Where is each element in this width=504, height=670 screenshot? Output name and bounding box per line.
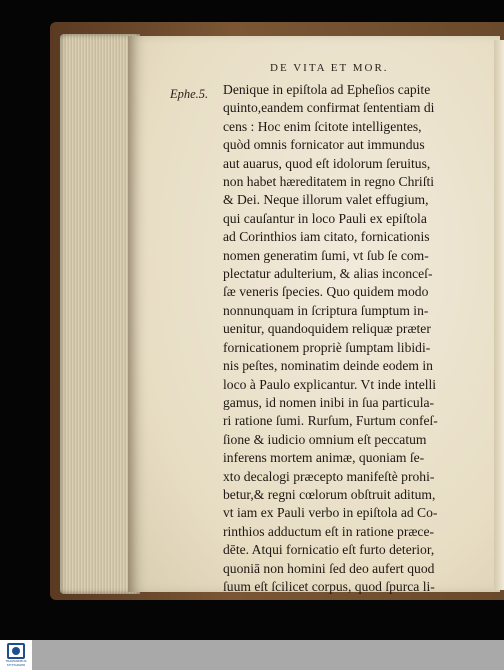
text-line: ſione & iudicio omnium eſt peccatum (223, 431, 427, 447)
text-line: Denique in epiſtola ad Epheſios capite (223, 82, 431, 97)
text-line: quinto,eandem confirmat ſententiam di (223, 100, 435, 116)
logo-text-line-2: STITTARGER (6, 662, 26, 667)
library-logo (0, 640, 32, 670)
text-line: qui cauſantur in loco Pauli ex epiſtola (223, 210, 427, 226)
text-line: loco à Paulo explicantur. Vt inde intelli (223, 376, 437, 392)
text-line: dēte. Atqui fornicatio eſt furto deterior, (223, 542, 435, 558)
text-line: uenitur, quandoquidem reliquæ præter (223, 321, 431, 337)
body-text (223, 81, 473, 596)
text-line: plectatur adulterium, & alias inconceſ- (223, 266, 433, 282)
logo-text-line-1: TRANSKRIBUS (5, 659, 27, 663)
text-line: quòd omnis fornicator aut immundus (223, 137, 425, 153)
text-line: nonnunquam in ſcriptura ſumptum in- (223, 302, 429, 318)
text-line: ad Corinthios iam citato, fornicationis (223, 229, 430, 245)
text-line: & Dei. Neque illorum valet effugium, (223, 192, 429, 208)
footer-bar (0, 640, 504, 670)
text-line: nis peſtes, nominatim deinde eodem in (223, 358, 433, 374)
text-line: aut auarus, quod eſt idolorum ſeruitus, (223, 155, 431, 171)
text-line: cens : Hoc enim ſcitote intelligentes, (223, 118, 422, 134)
logo-icon (7, 643, 25, 659)
text-line: betur,& regni cœlorum obſtruit aditum, (223, 486, 436, 502)
text-line: gamus, id nomen inibi in ſua particula- (223, 394, 435, 410)
text-line: xto decalogi præcepto manifeſtè prohi- (223, 468, 435, 484)
running-head: DE VITA ET MOR. (270, 62, 389, 74)
text-line: nomen generatim ſumi, vt ſub ſe com- (223, 247, 429, 263)
logo-text (5, 660, 26, 667)
text-line: ri ratione ſumi. Rurſum, Furtum confeſ- (223, 413, 438, 429)
margin-note: Ephe.5. (170, 87, 209, 101)
page-right-edge (494, 40, 504, 590)
text-line: fornicationem propriè ſumptam libidi- (223, 339, 431, 355)
text-line: rinthios adductum eſt in ratione præce- (223, 523, 435, 539)
text-line: ſuum eſt ſcilicet corpus, quod ſpurca li- (223, 578, 435, 594)
text-line: ſæ veneris ſpecies. Quo quidem modo (223, 284, 429, 300)
text-line: non habet hæreditatem in regno Chriſti (223, 174, 435, 190)
text-line: inferens mortem animæ, quoniam ſe- (223, 450, 425, 466)
text-line: vt iam ex Pauli verbo in epiſtola ad Co- (223, 505, 438, 521)
text-line: quoniā non homini ſed deo aufert quod (223, 560, 435, 576)
